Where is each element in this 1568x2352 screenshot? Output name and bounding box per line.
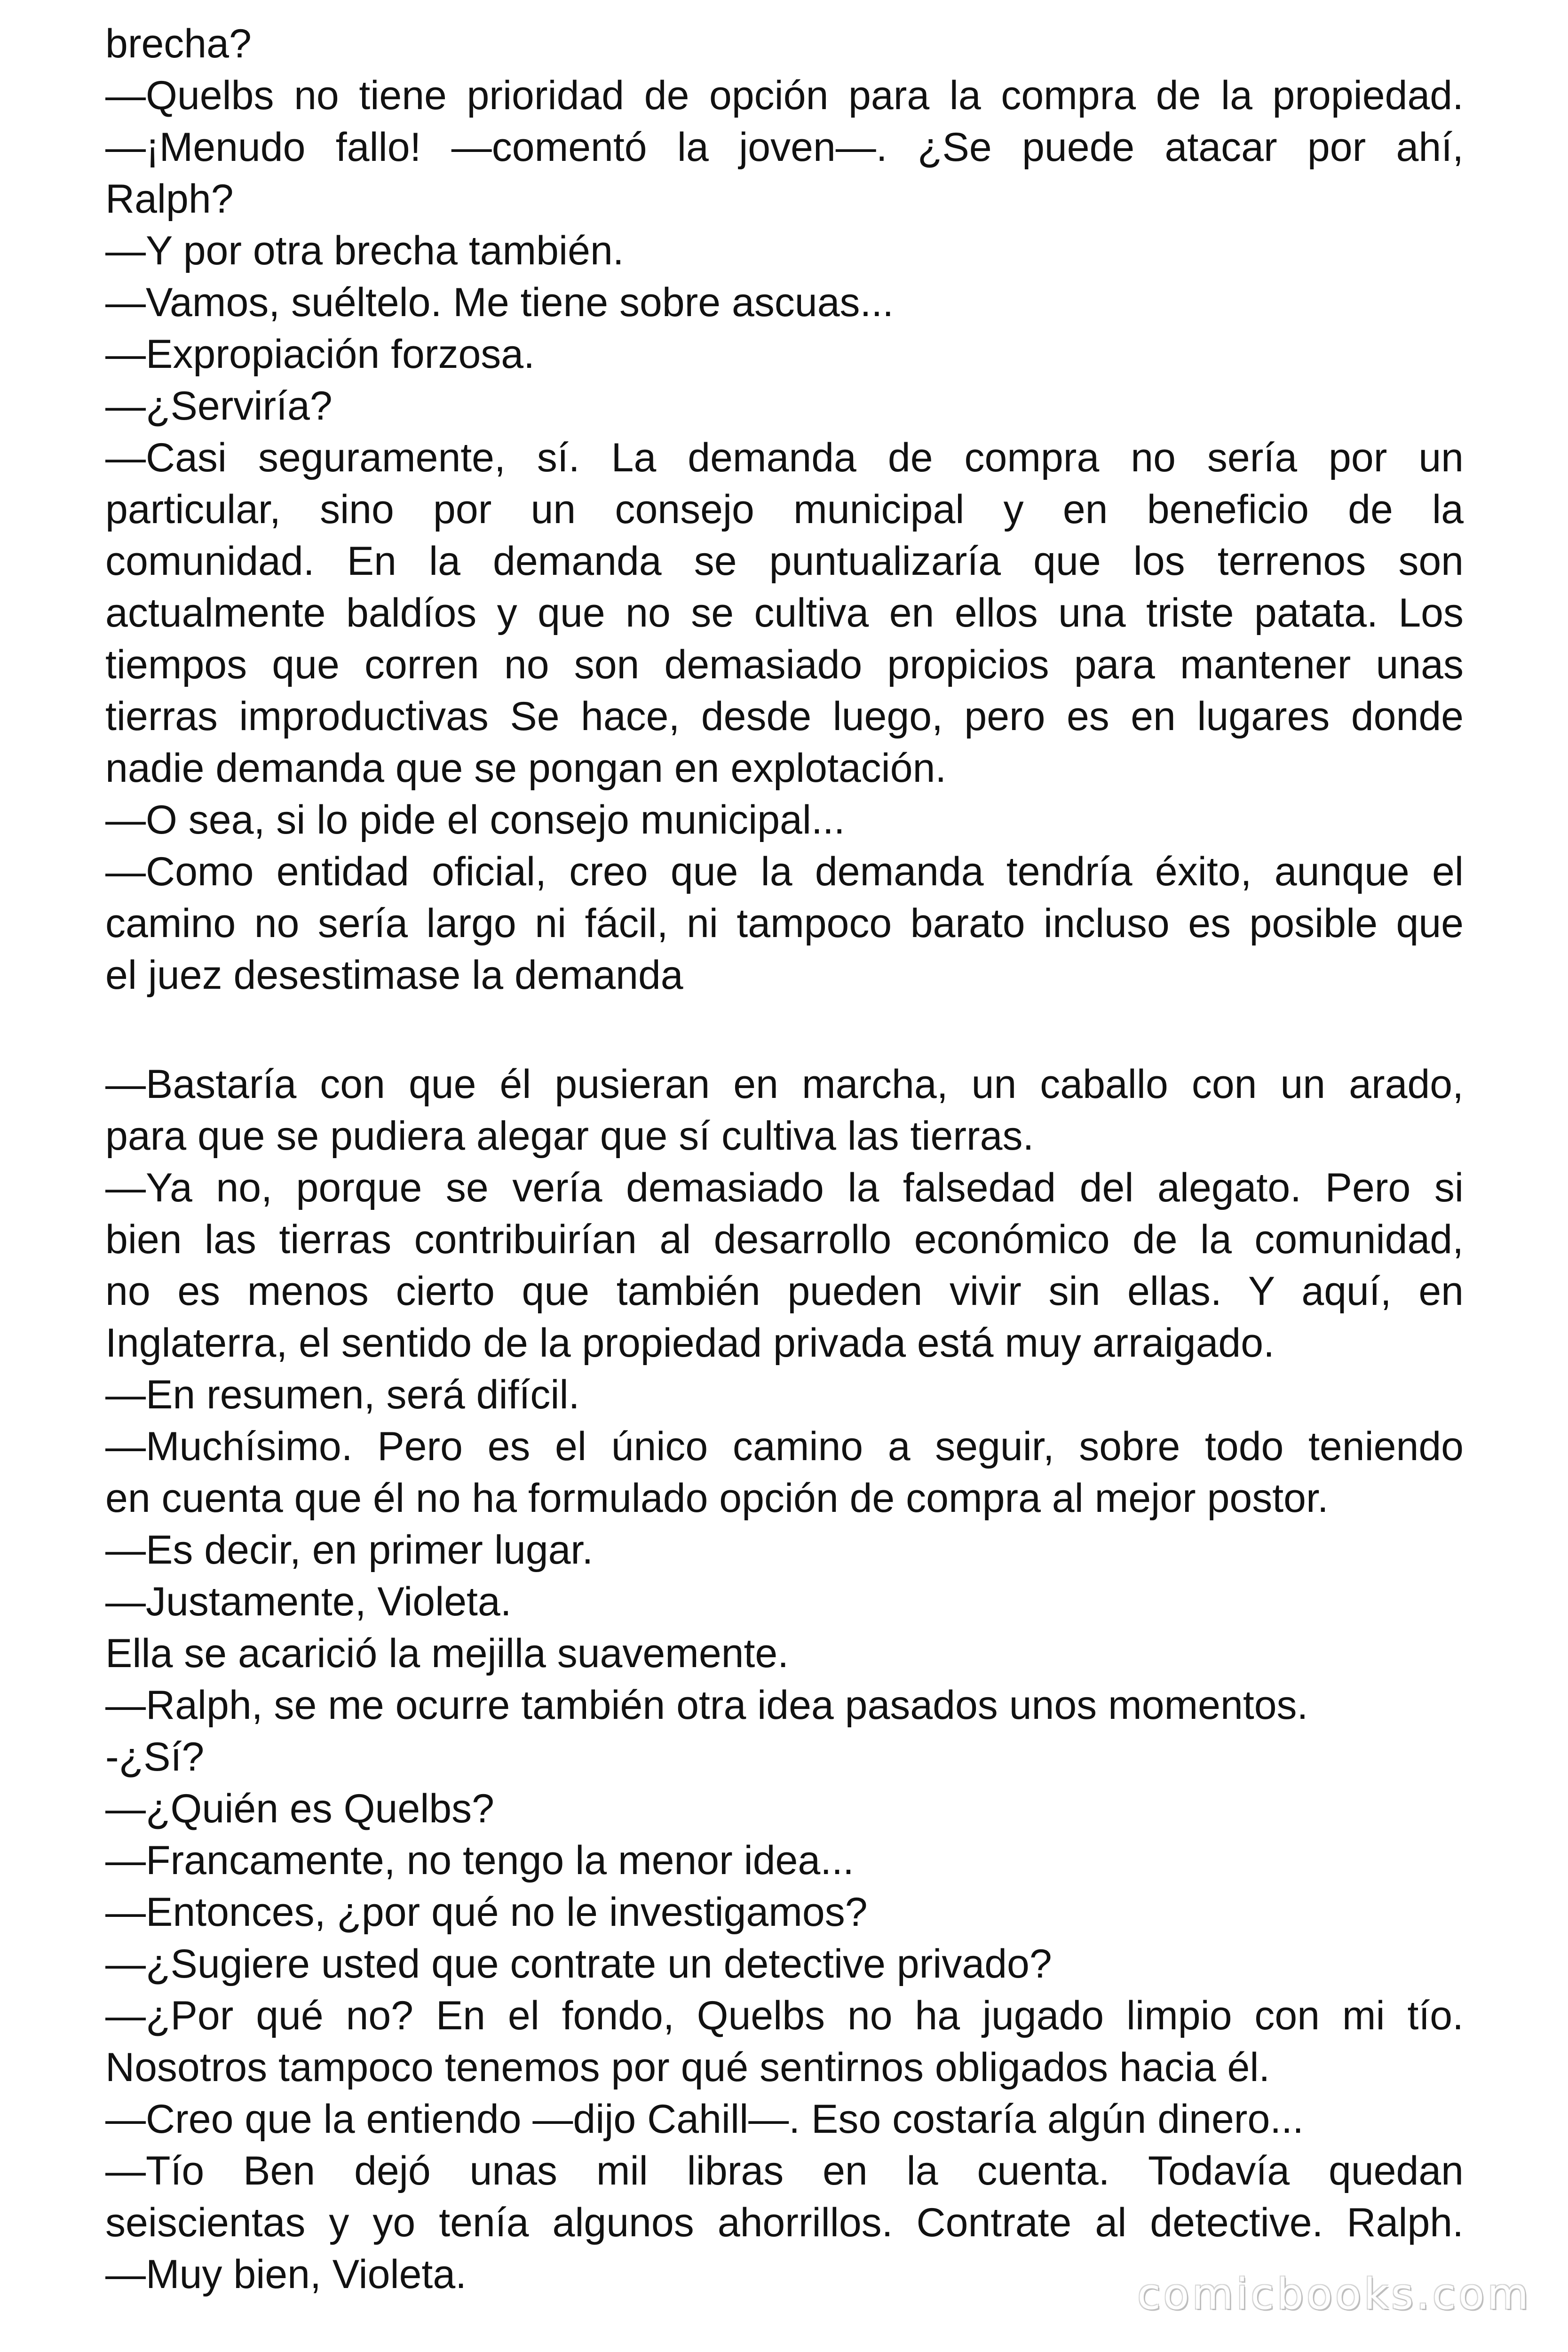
text-line: Ralph? bbox=[105, 176, 234, 222]
text-line: —Justamente, Violeta. bbox=[105, 1579, 512, 1624]
text-line: —Expropiación forzosa. bbox=[105, 332, 535, 377]
text-line: en cuenta que él no ha formulado opción de compra al mejor postor. bbox=[105, 1476, 1329, 1521]
text-line: comunidad. En la demanda se puntualizaría que los terrenos son bbox=[105, 539, 1464, 584]
text-line: particular, sino por un consejo municipal y en beneficio de la bbox=[105, 487, 1464, 532]
text-line: —Bastaría con que él pusieran en marcha, un caballo con un arado, bbox=[105, 1062, 1464, 1107]
paragraph-gap bbox=[105, 1001, 1464, 1058]
text-line: —Casi seguramente, sí. La demanda de compra no sería por un bbox=[105, 435, 1464, 480]
text-line: tiempos que corren no son demasiado propicios para mantener unas bbox=[105, 642, 1464, 687]
text-line: —¿Serviría? bbox=[105, 383, 333, 429]
page-text bbox=[105, 18, 1464, 2300]
text-line: —Tío Ben dejó unas mil libras en la cuenta. Todavía quedan bbox=[105, 2148, 1464, 2193]
text-line: —¿Por qué no? En el fondo, Quelbs no ha jugado limpio con mi tío. bbox=[105, 1993, 1464, 2038]
text-line: —Entonces, ¿por qué no le investigamos? bbox=[105, 1890, 868, 1935]
text-line: para que se pudiera alegar que sí cultiva las tierras. bbox=[105, 1113, 1034, 1159]
text-line: bien las tierras contribuirían al desarrollo económico de la comunidad, bbox=[105, 1217, 1464, 1262]
text-line: —Creo que la entiendo —dijo Cahill—. Eso costaría algún dinero... bbox=[105, 2097, 1304, 2142]
text-line: Inglaterra, el sentido de la propiedad privada está muy arraigado. bbox=[105, 1320, 1275, 1366]
text-line: Ella se acarició la mejilla suavemente. bbox=[105, 1631, 789, 1676]
text-line: —Francamente, no tengo la menor idea... bbox=[105, 1838, 854, 1883]
text-line: Nosotros tampoco tenemos por qué sentirnos obligados hacia él. bbox=[105, 2045, 1270, 2090]
text-line: nadie demanda que se pongan en explotación. bbox=[105, 746, 947, 791]
text-line: —Vamos, suéltelo. Me tiene sobre ascuas... bbox=[105, 280, 894, 325]
text-line: —¡Menudo fallo! —comentó la joven—. ¿Se puede atacar por ahí, bbox=[105, 125, 1464, 170]
text-line: el juez desestimase la demanda bbox=[105, 953, 683, 998]
text-block-top bbox=[105, 18, 1464, 1001]
watermark-text: comicbooks.com bbox=[1137, 2270, 1531, 2319]
text-line: -¿Sí? bbox=[105, 1734, 205, 1780]
text-line: brecha? bbox=[105, 21, 252, 66]
text-line: —En resumen, será difícil. bbox=[105, 1372, 580, 1417]
text-line: —Es decir, en primer lugar. bbox=[105, 1527, 594, 1573]
text-line: actualmente baldíos y que no se cultiva en ellos una triste patata. Los bbox=[105, 590, 1464, 636]
text-block-bottom bbox=[105, 1058, 1464, 2300]
text-line: —Ya no, porque se vería demasiado la falsedad del alegato. Pero si bbox=[105, 1165, 1464, 1210]
text-line: —¿Quién es Quelbs? bbox=[105, 1786, 494, 1831]
text-line: tierras improductivas Se hace, desde luego, pero es en lugares donde bbox=[105, 694, 1464, 739]
text-line: —Ralph, se me ocurre también otra idea pasados unos momentos. bbox=[105, 1683, 1308, 1728]
text-line: —Muchísimo. Pero es el único camino a seguir, sobre todo teniendo bbox=[105, 1424, 1464, 1469]
text-line: seiscientas y yo tenía algunos ahorrillos. Contrate al detective. Ralph. bbox=[105, 2200, 1464, 2245]
text-line: —Y por otra brecha también. bbox=[105, 228, 624, 273]
text-line: —Quelbs no tiene prioridad de opción para la compra de la propiedad. bbox=[105, 73, 1464, 118]
text-line: —¿Sugiere usted que contrate un detective privado? bbox=[105, 1941, 1052, 1986]
text-line: —Muy bien, Violeta. bbox=[105, 2252, 467, 2297]
text-line: —Como entidad oficial, creo que la demanda tendría éxito, aunque el bbox=[105, 849, 1464, 894]
text-line: no es menos cierto que también pueden vivir sin ellas. Y aquí, en bbox=[105, 1269, 1464, 1314]
text-line: camino no sería largo ni fácil, ni tampoco barato incluso es posible que bbox=[105, 901, 1464, 946]
text-line: —O sea, si lo pide el consejo municipal... bbox=[105, 797, 845, 842]
